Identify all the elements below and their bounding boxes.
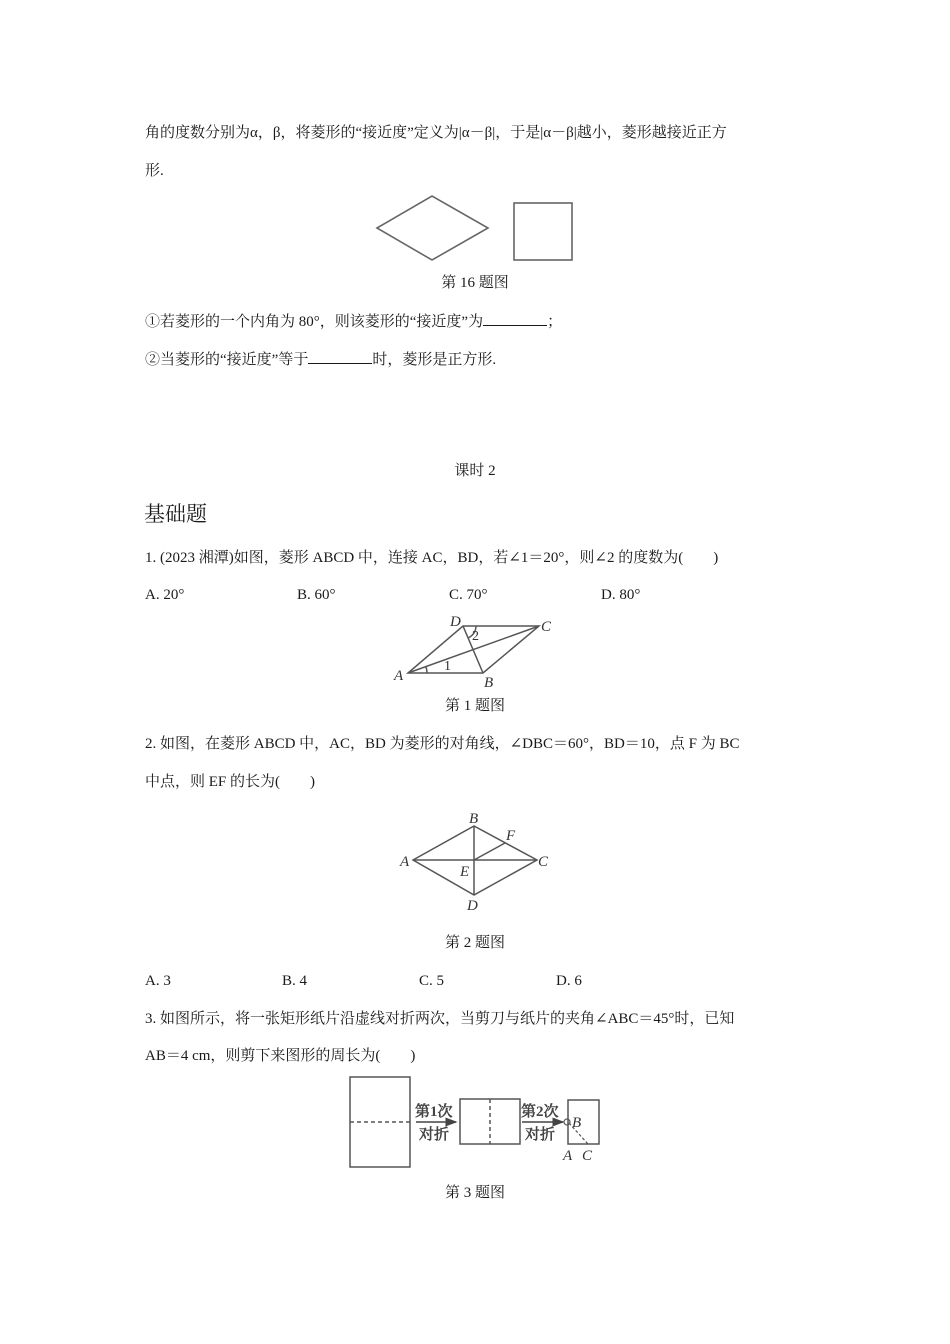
q3-label-a: A	[563, 1148, 573, 1164]
lesson-title: 课时 2	[454, 463, 496, 479]
q2-figure-caption: 第 2 题图	[444, 935, 505, 951]
q1-label-d: D	[450, 614, 461, 630]
q2-option-d[interactable]: D. 6	[556, 973, 582, 989]
q16-text-line2: 形.	[145, 163, 164, 179]
fold1-label-bottom: 对折	[419, 1127, 450, 1143]
q2-option-a[interactable]: A. 3	[145, 973, 171, 989]
q3-label-b: B	[572, 1115, 582, 1131]
q16-sub2-tail: 时，菱形是正方形.	[372, 352, 497, 368]
q3-label-c: C	[582, 1148, 593, 1164]
q1-option-b[interactable]: B. 60°	[297, 587, 336, 603]
q3-stem-line2: AB＝4 cm，则剪下来图形的周长为( )	[145, 1048, 416, 1064]
q16-text-line1: 角的度数分别为α，β，将菱形的“接近度”定义为|α－β|，于是|α－β|越小，菱形越接近正方	[145, 125, 727, 141]
q16-sub1-tail: ；	[547, 314, 563, 330]
q2-stem-line1: 2. 如图，在菱形 ABCD 中，AC，BD 为菱形的对角线，∠DBC＝60°，BD＝10，点 F 为 BC	[145, 736, 740, 752]
q1-label-c: C	[541, 619, 552, 635]
fold2-label-bottom: 对折	[525, 1127, 556, 1143]
q1-label-b: B	[484, 675, 494, 691]
q1-option-a[interactable]: A. 20°	[145, 587, 185, 603]
q2-option-c[interactable]: C. 5	[419, 973, 445, 989]
q2-label-a: A	[400, 854, 410, 870]
fold1-label-top: 第1次	[415, 1104, 453, 1120]
fold2-label-top: 第2次	[521, 1104, 559, 1120]
q16-sub1-text: ①若菱形的一个内角为 80°，则该菱形的“接近度”为	[145, 314, 484, 330]
q2-label-b: B	[469, 811, 479, 827]
q16-figure-caption: 第 16 题图	[441, 275, 509, 291]
q3-stem-line1: 3. 如图所示，将一张矩形纸片沿虚线对折两次，当剪刀与纸片的夹角∠ABC＝45°时，已知	[145, 1011, 735, 1027]
q1-option-d[interactable]: D. 80°	[601, 587, 641, 603]
q16-sub2-text: ②当菱形的“接近度”等于	[145, 352, 309, 368]
q2-label-e: E	[460, 864, 470, 880]
q2-label-d: D	[467, 898, 478, 914]
q1-stem: 1. (2023 湘潭)如图，菱形 ABCD 中，连接 AC，BD，若∠1＝20°，则∠2 的度数为( )	[145, 550, 719, 566]
point-b-marker	[564, 1119, 570, 1125]
q1-label-a: A	[394, 668, 404, 684]
q1-label-angle2: 2	[472, 629, 479, 644]
q1-label-angle1: 1	[444, 659, 451, 674]
q2-stem-line2: 中点，则 EF 的长为( )	[145, 774, 315, 790]
q2-label-f: F	[506, 828, 516, 844]
q1-option-c[interactable]: C. 70°	[449, 587, 488, 603]
q2-label-c: C	[538, 854, 549, 870]
q3-figure-caption: 第 3 题图	[444, 1185, 505, 1201]
section-heading: 基础题	[144, 502, 207, 526]
q1-figure-caption: 第 1 题图	[444, 698, 505, 714]
q2-option-b[interactable]: B. 4	[282, 973, 308, 989]
